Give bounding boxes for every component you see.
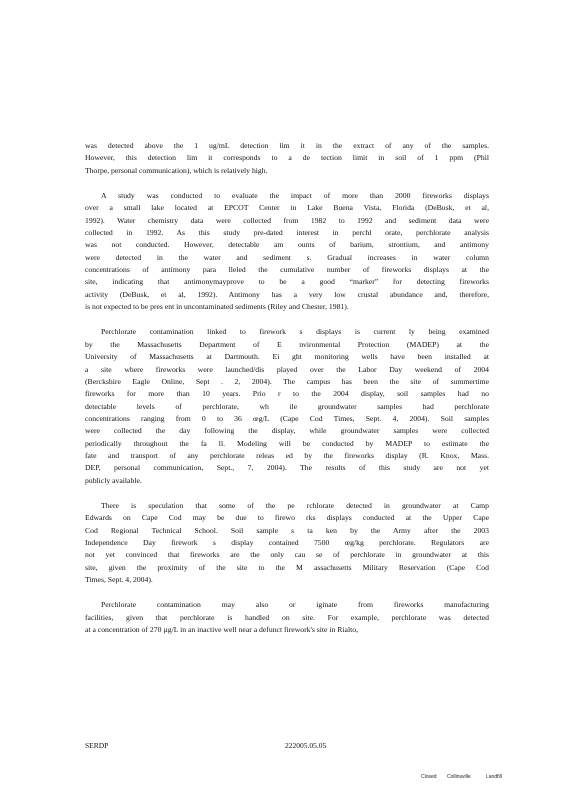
paragraph-line: A study was conducted to evaluate the impact of more than 2000 fireworks displays xyxy=(101,191,489,201)
body-text xyxy=(85,140,489,649)
paragraph-line: by the Massachusetts Department of E nvironmental Protection (MADEP) at the xyxy=(85,339,489,349)
paragraph-line: facilities, given that perchlorate is handled on site. For example, perchlorate was detected xyxy=(85,612,489,622)
paragraph xyxy=(85,326,489,486)
paragraph xyxy=(85,500,489,586)
paragraph-line: Perchlorate contamination may also or iginate from fireworks manufacturing xyxy=(101,600,489,610)
paragraph-line: Perchlorate contamination linked to firework s displays is current ly being examined xyxy=(101,327,489,337)
paragraph-line: not yet convinced that fireworks are the only cau se of perchlorate in groundwater at this xyxy=(85,550,489,560)
paragraph-line: activity (DeBusk, et al, 1992). Antimony has a very low crustal abundance and, therefore, xyxy=(85,289,489,299)
paragraph-line: site, indicating that antimonymayprove to be a good “marker” for detecting fireworks xyxy=(85,277,489,287)
paragraph-line: is not expected to be pres ent in uncontaminated sediments (Riley and Chester, 1981). xyxy=(85,302,349,312)
paragraph-line: periodically throughout the fa ll. Modeling will be conducted by MADEP to estimate the xyxy=(85,438,489,448)
footer-organization: SERDP xyxy=(85,741,109,750)
paragraph-line: were collected the day following the display, while groundwater samples were collected xyxy=(85,426,489,436)
paragraph-line: over a small lake located at EPCOT Center in Lake Buena Vista, Florida (DeBusk, et al, xyxy=(85,203,489,213)
paragraph-line: Edwards on Cape Cod may be due to firewo rks displays conducted at the Upper Cape xyxy=(85,513,489,523)
paragraph-line: publicly available. xyxy=(85,475,142,485)
paragraph-line: detectable levels of perchlorate, wh ile groundwater samples had perchlorate xyxy=(85,401,489,411)
paragraph-line: Independence Day firework s display contained 7500 œg/kg perchlorate. Regulators are xyxy=(85,537,489,547)
paragraph-line: a site where fireworks were launched/dis played over the Labor Day weekend of 2004 xyxy=(85,364,489,374)
paragraph-line: concentrations of antimony para lleled the cumulative number of fireworks displays at the xyxy=(85,265,489,275)
paragraph-line: (Berckshire Eagle Online, Sept . 2, 2004). The campus has been the site of summertime xyxy=(85,376,489,386)
footer-page-number: 222005.05.05 xyxy=(285,741,327,750)
paragraph-line: was not conducted. However, detectable am ounts of barium, strontium, and antimony xyxy=(85,240,489,250)
paragraph xyxy=(85,140,489,177)
stamp-landfill: Landfill xyxy=(486,774,502,780)
paragraph-line: 1992). Water chemistry data were collected from 1982 to 1992 and sediment data were xyxy=(85,215,489,225)
paragraph-line: fate and transport of any perchlorate releas ed by the fireworks display (R. Knox, Mass. xyxy=(85,450,489,460)
paragraph-line: concentrations ranging from 0 to 36 œg/L (Cape Cod Times, Sept. 4, 2004). Soil samples xyxy=(85,413,489,423)
paragraph-line: However, this detection lim it corresponds to a de tection limit in soil of 1 ppm (Phil xyxy=(85,153,489,163)
paragraph-line: Times, Sept. 4, 2004). xyxy=(85,575,153,584)
paragraph-line: fireworks for more than 10 years. Prio r to the 2004 display, soil samples had no xyxy=(85,389,489,399)
paragraph-line: Thorpe, personal communication), which is relatively high. xyxy=(85,165,268,175)
paragraph-line: were detected in the water and sediment s. Gradual increases in water column xyxy=(85,252,489,262)
paragraph-line: was detected above the 1 ug/mL detection lim it in the extract of any of the samples. xyxy=(85,141,489,150)
paragraph-line: collected in 1992. As this study pre-dated interest in perchl orate, perchlorate analysis xyxy=(85,228,489,238)
stamp-collinsville: Collinsville xyxy=(447,774,471,780)
paragraph-line: There is speculation that some of the pe rchlorate detected in groundwater at Camp xyxy=(101,500,489,510)
paragraph-line: Cod Regional Technical School. Soil sample s ta ken by the Army after the 2003 xyxy=(85,525,489,535)
paragraph xyxy=(85,599,489,636)
stamp-closed: Closed xyxy=(421,774,437,780)
paragraph-line: at a concentration of 270 µg/L in an inactive well near a defunct firework's site in Rialto, xyxy=(85,625,359,635)
paragraph-line: site, given the proximity of the site to the M assachusetts Military Reservation (Cape Cod xyxy=(85,562,489,572)
paragraph xyxy=(85,190,489,313)
paragraph-line: University of Massachusetts at Dartmouth. Ei ght monitoring wells have been installed at xyxy=(85,352,489,362)
paragraph-line: DEP, personal communication, Sept., 7, 2004). The results of this study are not yet xyxy=(85,463,489,473)
